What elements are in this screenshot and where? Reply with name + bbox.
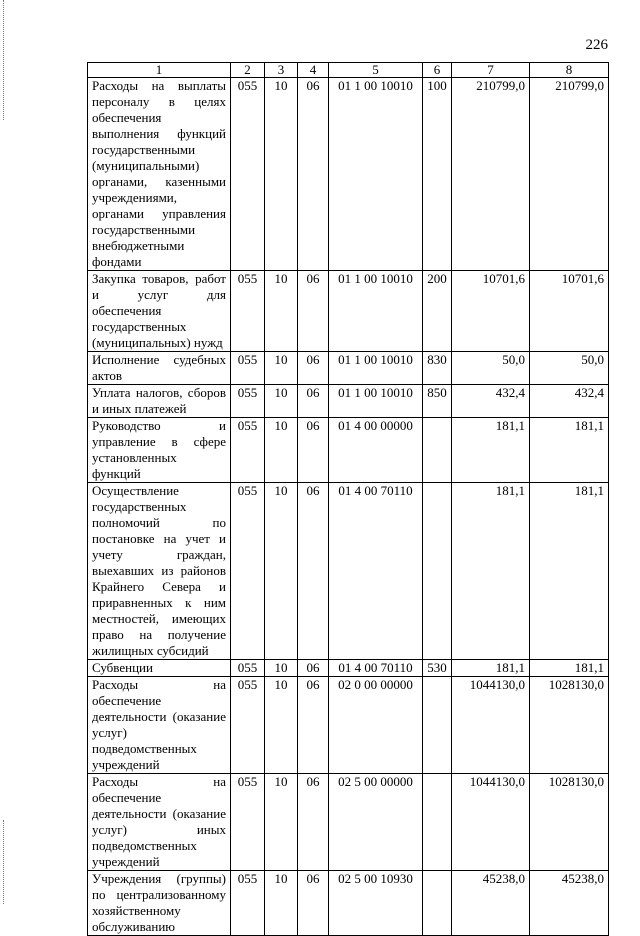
table-header-row (88, 63, 609, 78)
budget-table (87, 62, 609, 936)
target-article-cell: 01 1 00 10010 (329, 78, 423, 271)
amount-year-1-cell: 181,1 (452, 660, 530, 677)
table-row (88, 660, 609, 677)
amount-year-2-cell: 210799,0 (530, 78, 609, 271)
expense-type-cell: 830 (423, 352, 452, 385)
expense-type-cell: 200 (423, 271, 452, 352)
target-article-cell: 02 0 00 00000 (329, 677, 423, 774)
target-article-cell: 01 1 00 10010 (329, 352, 423, 385)
target-article-cell: 02 5 00 00000 (329, 774, 423, 871)
row-name-cell: Расходы на обеспечение деятельности (оказание услуг) подведомственных учреждений (88, 677, 231, 774)
row-name-cell: Исполнение судебных актов (88, 352, 231, 385)
expense-type-cell (423, 483, 452, 660)
section-code-cell: 10 (265, 78, 298, 271)
amount-year-1-cell: 1044130,0 (452, 774, 530, 871)
subsection-code-cell: 06 (298, 677, 329, 774)
target-article-cell: 01 1 00 10010 (329, 271, 423, 352)
amount-year-2-cell: 45238,0 (530, 871, 609, 936)
ministry-code-cell: 055 (231, 774, 265, 871)
target-article-cell: 01 1 00 10010 (329, 385, 423, 418)
target-article-cell: 01 4 00 70110 (329, 660, 423, 677)
table-row (88, 677, 609, 774)
target-article-cell: 01 4 00 70110 (329, 483, 423, 660)
subsection-code-cell: 06 (298, 774, 329, 871)
row-name-cell: Расходы на выплаты персоналу в целях обеспечения выполнения функций государственными (муниципальными) органами, казенными учреждениями, органами управления государственными внебюджетными фондами (88, 78, 231, 271)
table-row (88, 352, 609, 385)
section-code-cell: 10 (265, 271, 298, 352)
expense-type-cell (423, 871, 452, 936)
amount-year-2-cell: 50,0 (530, 352, 609, 385)
section-code-cell: 10 (265, 660, 298, 677)
subsection-code-cell: 06 (298, 271, 329, 352)
ministry-code-cell: 055 (231, 660, 265, 677)
subsection-code-cell: 06 (298, 385, 329, 418)
section-code-cell: 10 (265, 352, 298, 385)
expense-type-cell: 100 (423, 78, 452, 271)
expense-type-cell (423, 677, 452, 774)
amount-year-2-cell: 10701,6 (530, 271, 609, 352)
section-code-cell: 10 (265, 871, 298, 936)
amount-year-2-cell: 181,1 (530, 660, 609, 677)
header-cell-7: 7 (452, 63, 530, 78)
subsection-code-cell: 06 (298, 418, 329, 483)
amount-year-1-cell: 1044130,0 (452, 677, 530, 774)
ministry-code-cell: 055 (231, 871, 265, 936)
row-name-cell: Руководство и управление в сфере установленных функций (88, 418, 231, 483)
table-row (88, 418, 609, 483)
ministry-code-cell: 055 (231, 677, 265, 774)
subsection-code-cell: 06 (298, 483, 329, 660)
row-name-cell: Осуществление государственных полномочий по постановке на учет и учету граждан, выехавших из районов Крайнего Севера и приравненных к ним местностей, имеющих право на получение жилищных субсидий (88, 483, 231, 660)
amount-year-1-cell: 210799,0 (452, 78, 530, 271)
header-cell-2: 2 (231, 63, 265, 78)
target-article-cell: 01 4 00 00000 (329, 418, 423, 483)
subsection-code-cell: 06 (298, 871, 329, 936)
header-cell-5: 5 (329, 63, 423, 78)
expense-type-cell: 530 (423, 660, 452, 677)
amount-year-1-cell: 50,0 (452, 352, 530, 385)
amount-year-2-cell: 1028130,0 (530, 774, 609, 871)
ministry-code-cell: 055 (231, 418, 265, 483)
row-name-cell: Субвенции (88, 660, 231, 677)
section-code-cell: 10 (265, 483, 298, 660)
header-cell-6: 6 (423, 63, 452, 78)
amount-year-1-cell: 432,4 (452, 385, 530, 418)
table-row (88, 271, 609, 352)
subsection-code-cell: 06 (298, 78, 329, 271)
header-cell-8: 8 (530, 63, 609, 78)
table-body (88, 63, 609, 936)
section-code-cell: 10 (265, 418, 298, 483)
row-name-cell: Уплата налогов, сборов и иных платежей (88, 385, 231, 418)
amount-year-2-cell: 1028130,0 (530, 677, 609, 774)
amount-year-2-cell: 181,1 (530, 418, 609, 483)
amount-year-2-cell: 432,4 (530, 385, 609, 418)
row-name-cell: Расходы на обеспечение деятельности (оказание услуг) иных подведомственных учреждений (88, 774, 231, 871)
target-article-cell: 02 5 00 10930 (329, 871, 423, 936)
table-row (88, 78, 609, 271)
amount-year-1-cell: 45238,0 (452, 871, 530, 936)
binding-margin-line-top (3, 0, 4, 120)
ministry-code-cell: 055 (231, 385, 265, 418)
table-row (88, 774, 609, 871)
expense-type-cell (423, 774, 452, 871)
expense-type-cell: 850 (423, 385, 452, 418)
row-name-cell: Учреждения (группы) по централизованному хозяйственному обслуживанию (88, 871, 231, 936)
header-cell-3: 3 (265, 63, 298, 78)
amount-year-1-cell: 10701,6 (452, 271, 530, 352)
expense-type-cell (423, 418, 452, 483)
amount-year-2-cell: 181,1 (530, 483, 609, 660)
table-row (88, 385, 609, 418)
header-cell-4: 4 (298, 63, 329, 78)
section-code-cell: 10 (265, 774, 298, 871)
ministry-code-cell: 055 (231, 352, 265, 385)
row-name-cell: Закупка товаров, работ и услуг для обеспечения государственных (муниципальных) нужд (88, 271, 231, 352)
header-cell-1: 1 (88, 63, 231, 78)
section-code-cell: 10 (265, 677, 298, 774)
page-number: 226 (585, 37, 608, 53)
section-code-cell: 10 (265, 385, 298, 418)
amount-year-1-cell: 181,1 (452, 418, 530, 483)
table-row (88, 871, 609, 936)
ministry-code-cell: 055 (231, 483, 265, 660)
binding-margin-line-bottom (3, 820, 4, 904)
amount-year-1-cell: 181,1 (452, 483, 530, 660)
ministry-code-cell: 055 (231, 78, 265, 271)
subsection-code-cell: 06 (298, 660, 329, 677)
subsection-code-cell: 06 (298, 352, 329, 385)
ministry-code-cell: 055 (231, 271, 265, 352)
table-row (88, 483, 609, 660)
